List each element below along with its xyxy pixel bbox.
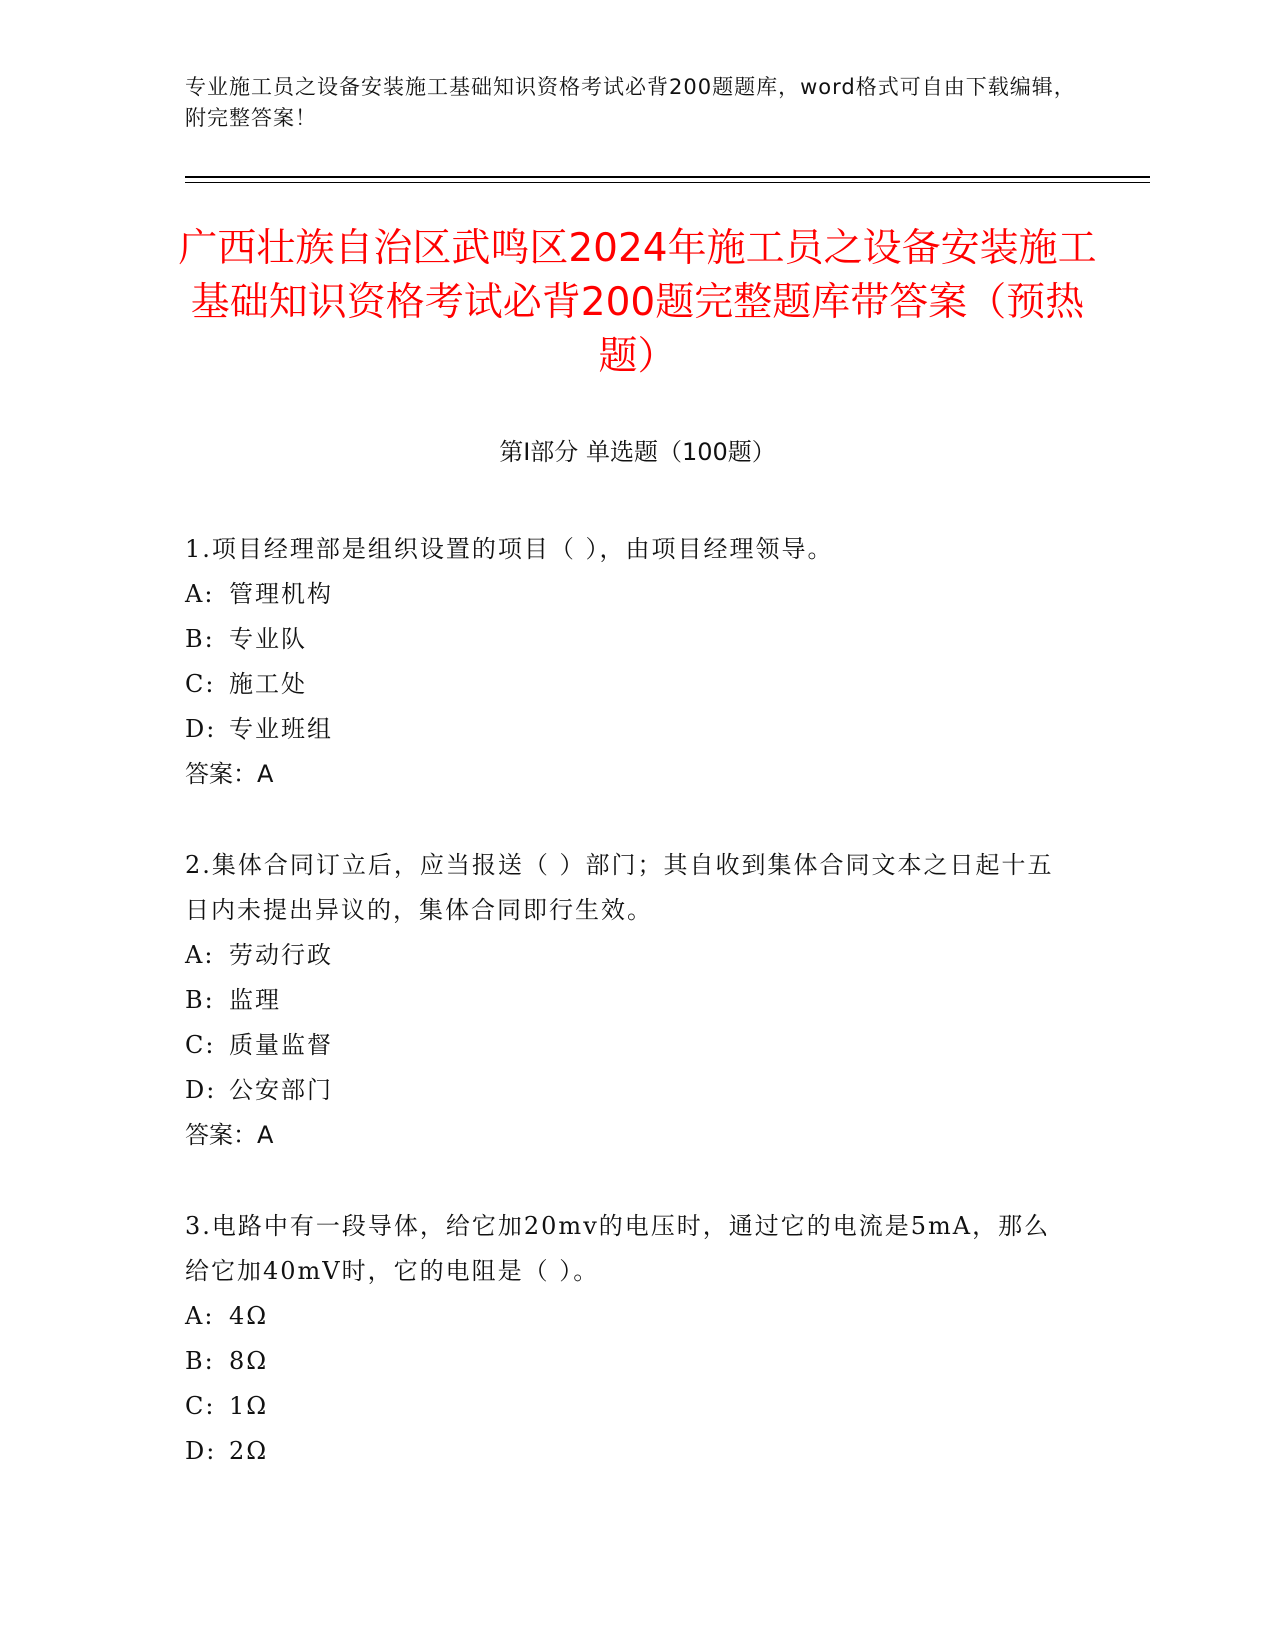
option-a xyxy=(185,933,1075,978)
document-title: 广西壮族自治区武鸣区2024年施工员之设备安装施工基础知识资格考试必背200题完整题库带答案（预热题） xyxy=(178,226,1097,379)
answer-line: 答案：A xyxy=(185,760,274,788)
option-b xyxy=(185,617,1075,662)
option-b xyxy=(185,978,1075,1023)
option-c xyxy=(185,1384,1075,1429)
option-letter: C: xyxy=(185,1031,216,1059)
option-text: 专业班组 xyxy=(229,715,333,743)
option-letter: A: xyxy=(185,1302,215,1330)
question-stem: 1.项目经理部是组织设置的项目（ ），由项目经理领导。 xyxy=(185,535,834,563)
question-stem: 3.电路中有一段导体，给它加20mv的电压时，通过它的电流是5mA，那么给它加40mV时，它的电阻是（ ）。 xyxy=(185,1212,1051,1285)
option-letter: D: xyxy=(185,1076,217,1104)
header-note: 专业施工员之设备安装施工基础知识资格考试必背200题题库，word格式可自由下载编辑，附完整答案！ xyxy=(185,75,1076,130)
option-letter: C: xyxy=(185,670,216,698)
option-b xyxy=(185,1339,1075,1384)
option-text: 施工处 xyxy=(229,670,307,698)
option-d xyxy=(185,1429,1075,1474)
answer-line: 答案：A xyxy=(185,1121,274,1149)
option-text: 专业队 xyxy=(229,625,307,653)
option-text: 管理机构 xyxy=(229,580,333,608)
question-list xyxy=(185,527,1075,1520)
option-text: 劳动行政 xyxy=(229,941,333,969)
option-letter: B: xyxy=(185,986,215,1014)
option-letter: A: xyxy=(185,941,215,969)
option-text: 质量监督 xyxy=(229,1031,333,1059)
option-a xyxy=(185,1294,1075,1339)
question-item xyxy=(185,1204,1075,1474)
section-heading: 第I部分 单选题（100题） xyxy=(499,438,776,466)
question-item xyxy=(185,527,1075,797)
option-letter: B: xyxy=(185,625,215,653)
option-text: 2Ω xyxy=(229,1437,269,1465)
option-letter: A: xyxy=(185,580,215,608)
option-letter: D: xyxy=(185,1437,217,1465)
option-c xyxy=(185,662,1075,707)
header-divider-thick xyxy=(185,176,1150,178)
option-letter: C: xyxy=(185,1392,216,1420)
option-letter: D: xyxy=(185,715,217,743)
option-text: 4Ω xyxy=(229,1302,269,1330)
option-d xyxy=(185,1068,1075,1113)
question-item xyxy=(185,843,1075,1158)
option-text: 监理 xyxy=(229,986,281,1014)
option-text: 公安部门 xyxy=(229,1076,333,1104)
option-letter: B: xyxy=(185,1347,215,1375)
option-a xyxy=(185,572,1075,617)
question-stem: 2.集体合同订立后，应当报送（ ）部门；其自收到集体合同文本之日起十五日内未提出异议的，集体合同即行生效。 xyxy=(185,851,1054,924)
option-c xyxy=(185,1023,1075,1068)
option-text: 1Ω xyxy=(229,1392,269,1420)
option-text: 8Ω xyxy=(229,1347,269,1375)
header-divider-thin xyxy=(185,182,1150,183)
option-d xyxy=(185,707,1075,752)
